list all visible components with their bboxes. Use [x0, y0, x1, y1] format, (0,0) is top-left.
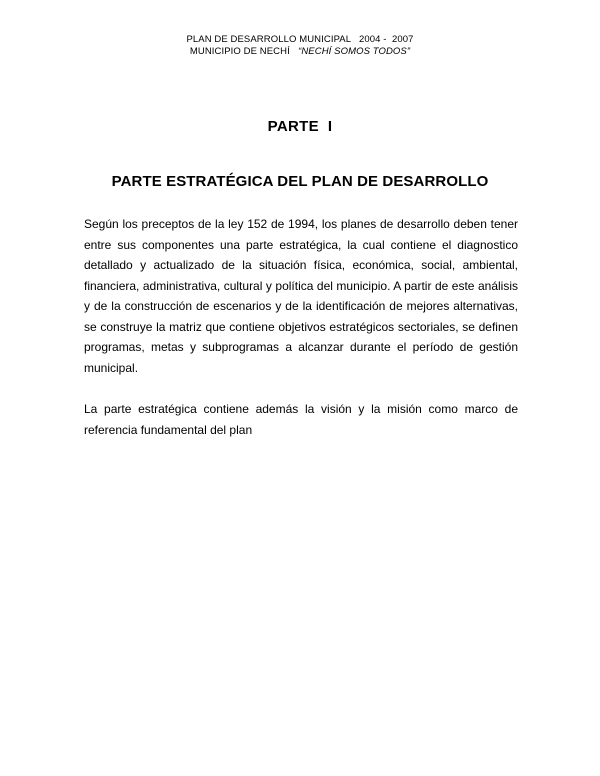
- page-header: [0, 34, 600, 58]
- paragraph-vision-mission: La parte estratégica contiene además la visión y la misión como marco de referencia fundamental del plan: [84, 402, 518, 437]
- section-title: PARTE ESTRATÉGICA DEL PLAN DE DESARROLLO: [111, 173, 489, 190]
- header-municipality-name: MUNICIPIO DE NECHÍ: [189, 46, 290, 57]
- header-plan-title: PLAN DE DESARROLLO MUNICIPAL 2004 - 2007: [186, 34, 414, 45]
- header-motto: “NECHÍ SOMOS TODOS”: [298, 46, 411, 57]
- part-title: PARTE I: [267, 118, 333, 135]
- header-municipality: [0, 46, 600, 58]
- paragraph-intro: Según los preceptos de la ley 152 de 1994, los planes de desarrollo deben tener entre sus componentes una parte estratégica, la cual contiene el diagnostico detallado y actualizado de la situación física, económica, social, ambiental, financiera, administrativa, cultural y política del municipio. A partir de este análisis y de la construcción de escenarios y de la identificación de mejores alternativas, se construye la matriz que contiene objetivos estratégicos sectoriales, se definen programas, metas y subprogramas a alcanzar durante el período de gestión municipal.: [84, 217, 518, 375]
